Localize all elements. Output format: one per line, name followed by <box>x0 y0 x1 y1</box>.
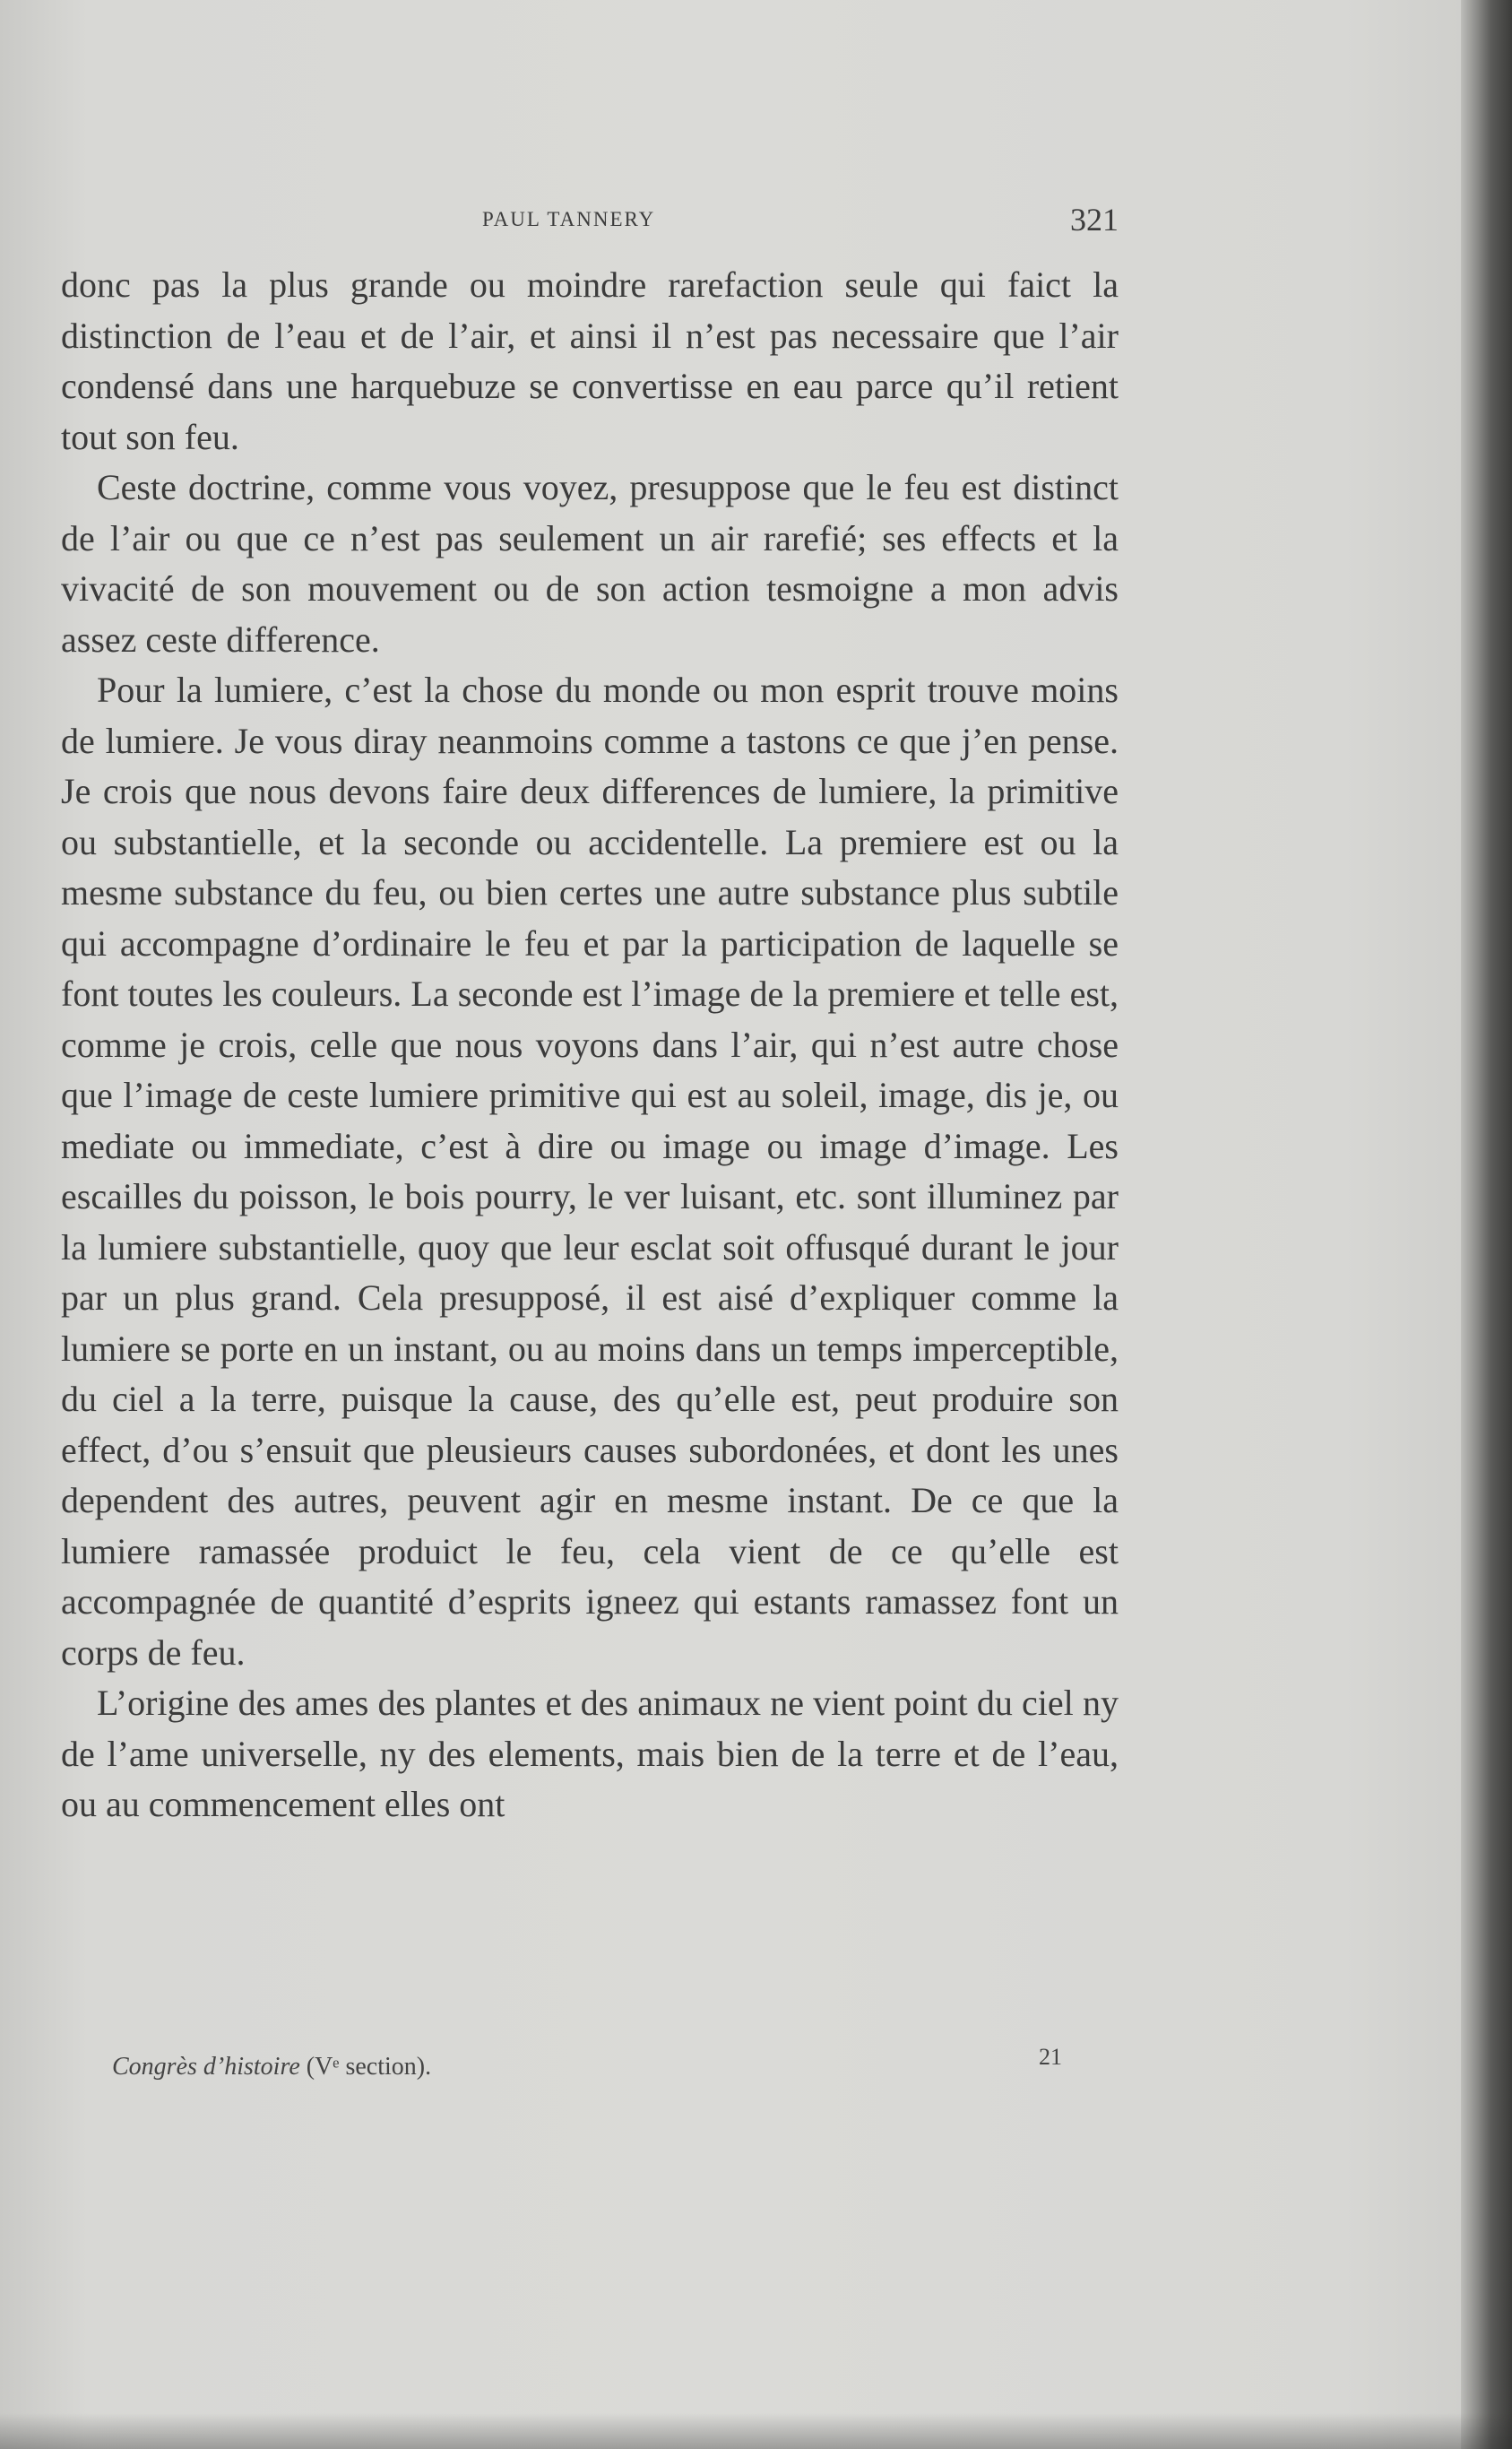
running-head-author: PAUL TANNERY <box>482 208 656 230</box>
paragraph-continued: donc pas la plus grande ou moindre rarefaction seule qui faict la distinction de l’eau et de l’air, et ainsi il n’est pas necessaire que l’air condensé dans une harquebuze se convertisse en eau parce qu’il retient tout son feu. <box>61 264 1119 457</box>
paragraph: L’origine des ames des plantes et des animaux ne vient point du ciel ny de l’ame universelle, ny des elements, mais bien de la terre et de l’eau, ou au commencement elles ont <box>61 1683 1119 1824</box>
footer-source-note <box>112 2053 431 2081</box>
paragraph: Pour la lumiere, c’est la chose du monde ou mon esprit trouve moins de lumiere. Je vous diray neanmoins comme a tastons ce que j’en pense. Je crois que nous devons faire deux differences de lumiere, la primitive ou substantielle, et la seconde ou accidentelle. La premiere est ou la mesme substance du feu, ou bien certes une autre substance plus subtile qui accompagne d’ordinaire le feu et par la participation de laquelle se font toutes les couleurs. La seconde est l’image de la premiere et telle est, comme je crois, celle que nous voyons dans l’air, qui n’est autre chose que l’image de ceste lumiere primitive qui est au soleil, image, dis je, ou mediate ou immediate, c’est à dire ou image ou image d’image. Les escailles du poisson, le bois pourry, le ver luisant, etc. sont illuminez par la lumiere substantielle, quoy que leur esclat soit offusqué durant le jour par un plus grand. Cela presupposé, il est aisé d’expliquer comme la lumiere se porte en un instant, ou au moins dans un temps imperceptible, du ciel a la terre, puisque la cause, des qu’elle est, peut produire son effect, d’ou s’ensuit que pleusieurs causes subordonées, et dont les unes dependent des autres, peuvent agir en mesme instant. De ce que la lumiere ramassée produict le feu, cela vient de ce qu’elle est accompagnée de quantité d’esprits igneez qui estants ramassez font un corps de feu. <box>61 670 1119 1673</box>
book-binding-edge <box>1461 0 1512 2449</box>
page-number: 321 <box>1070 202 1119 238</box>
paragraph: Ceste doctrine, comme vous voyez, presuppose que le feu est distinct de l’air ou que ce n’est pas seulement un air rarefié; ses effects et la vivacité de son mouvement ou de son action tesmoigne a mon advis assez ceste difference. <box>61 467 1119 660</box>
running-header <box>61 197 1119 242</box>
footer-source-title: Congrès d’histoire <box>112 2053 300 2081</box>
footer-source-section: (Vᵉ section). <box>299 2053 432 2081</box>
page-footer <box>112 2044 1062 2098</box>
signature-mark: 21 <box>1039 2044 1062 2070</box>
body-text <box>61 260 1119 1830</box>
scan-shadow <box>0 2413 1512 2449</box>
